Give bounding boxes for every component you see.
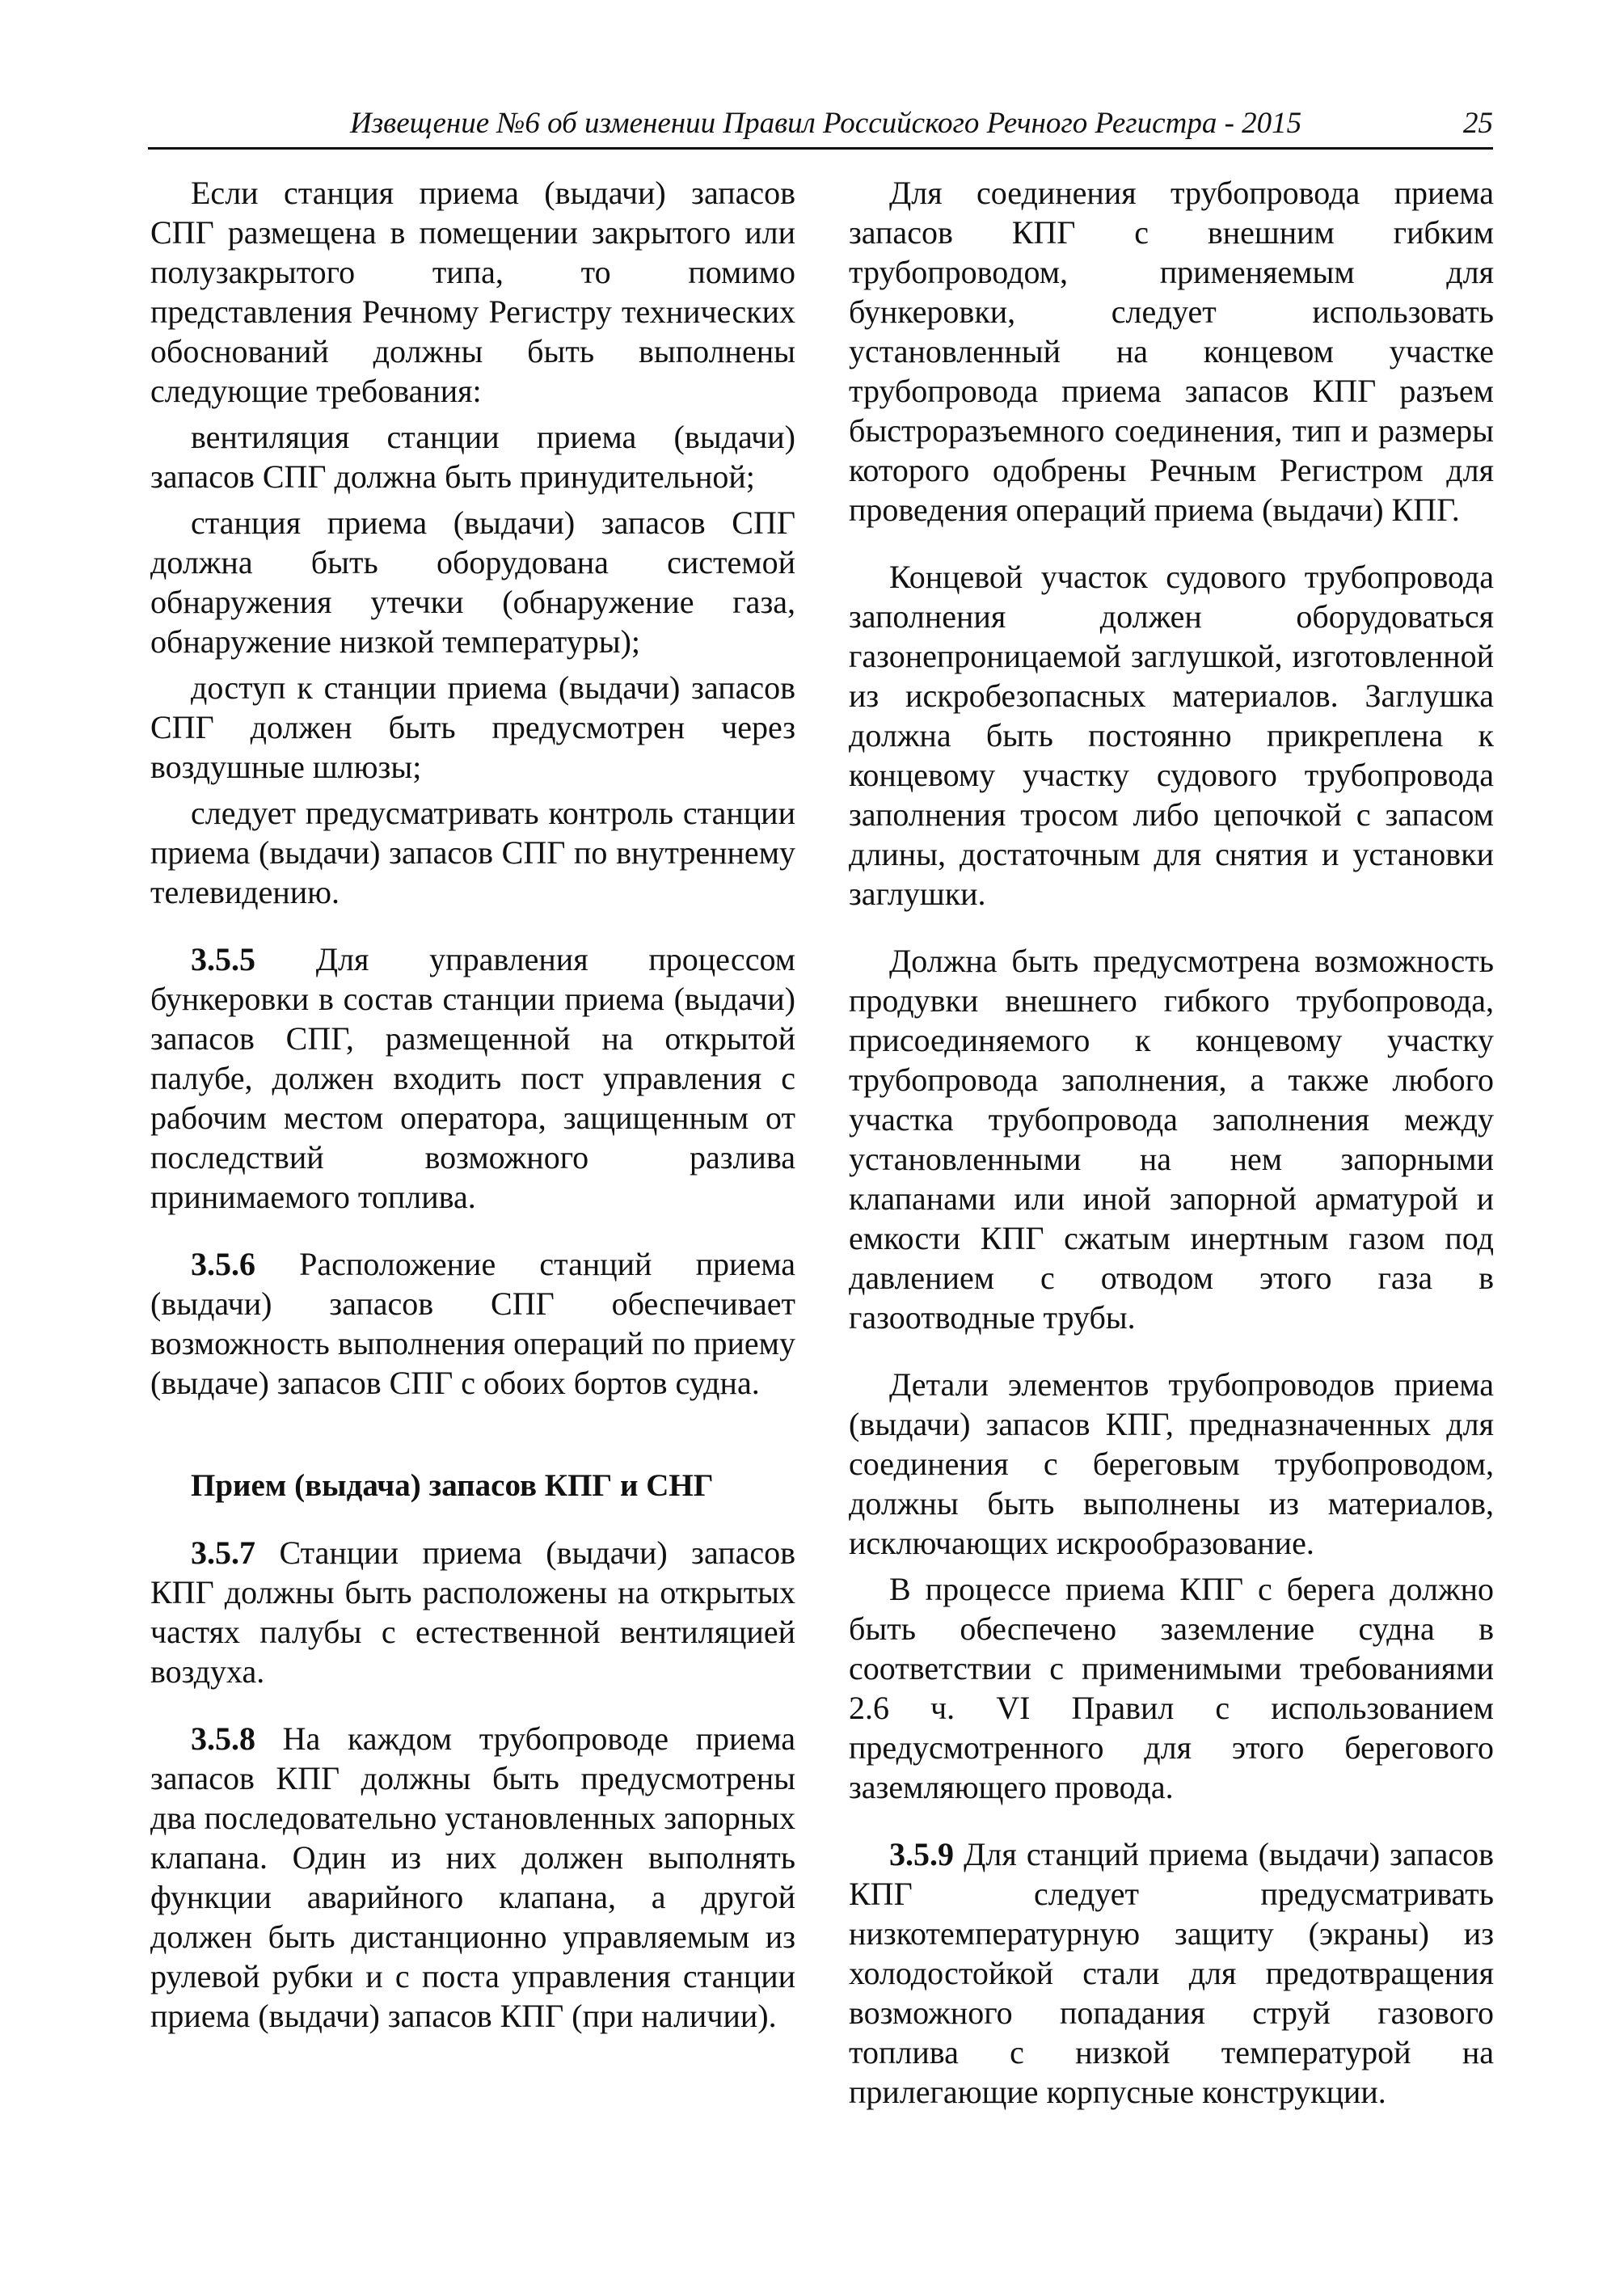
section-number: 3.5.5 bbox=[191, 941, 255, 977]
paragraph: В процессе приема КПГ с берега должно быть обеспечено заземление судна в соответствии с применимыми требованиями 2.6 ч. VI Правил с использованием предусмотренного для этого берегового заземляющего провода. bbox=[849, 1571, 1494, 1805]
paragraph: Должна быть предусмотрена возможность продувки внешнего гибкого трубопровода, присоединяемого к концевому участку трубопровода заполнения, а также любого участка трубопровода заполнения между установленными на нем запорными клапанами или иной запорной арматурой и емкости КПГ сжатым инертным газом под давлением с отводом этого газа в газоотводные трубы. bbox=[849, 943, 1494, 1336]
list-item: станция приема (выдачи) запасов СПГ должна быть оборудована системой обнаружения утечки (обнаружение газа, обнаружение низкой температуры); bbox=[150, 504, 795, 660]
section-3-5-6 bbox=[150, 1244, 795, 1403]
section-3-5-9 bbox=[849, 1834, 1494, 2112]
section-text: Для станций приема (выдачи) запасов КПГ следует предусматривать низкотемпературную защиту (экраны) из холодостойкой стали для предотвращения возможного попадания струй газового топлива с низкой температурой на прилегающие корпусные конструкции. bbox=[849, 1836, 1494, 2110]
header-title: Извещение №6 об изменении Правил Российского Речного Регистра - 2015 bbox=[350, 107, 1302, 140]
section-text: Расположение станций приема (выдачи) запасов СПГ обеспечивает возможность выполнения операций по приему (выдаче) запасов СПГ с обоих бортов судна. bbox=[150, 1246, 795, 1401]
list-item: доступ к станции приема (выдачи) запасов СПГ должен быть предусмотрен через воздушные шлюзы; bbox=[150, 669, 795, 785]
right-column bbox=[849, 173, 1494, 2112]
section-3-5-8 bbox=[150, 1719, 795, 2036]
section-text: Станции приема (выдачи) запасов КПГ должны быть расположены на открытых частях палубы с естественной вентиляцией воздуха. bbox=[150, 1534, 795, 1690]
paragraph: Детали элементов трубопроводов приема (выдачи) запасов КПГ, предназначенных для соединения с береговым трубопроводом, должны быть выполнены из материалов, исключающих искрообразование. bbox=[849, 1366, 1494, 1561]
list-item: вентиляция станции приема (выдачи) запасов СПГ должна быть принудительной; bbox=[150, 419, 795, 495]
section-3-5-5 bbox=[150, 939, 795, 1217]
section-number: 3.5.8 bbox=[191, 1720, 255, 1757]
section-text: На каждом трубопроводе приема запасов КПГ должны быть предусмотрены два последовательно установленных запорных клапана. Один из них должен выполнять функции аварийного клапана, а другой должен быть дистанционно управляемым из рулевой рубки и с поста управления станции приема (выдачи) запасов КПГ (при наличии). bbox=[150, 1720, 795, 2034]
paragraph: Для соединения трубопровода приема запасов КПГ с внешним гибким трубопроводом, применяемым для бункеровки, следует использовать установленный на концевом участке трубопровода приема запасов КПГ разъем быстроразъемного соединения, тип и размеры которого одобрены Речным Регистром для проведения операций приема (выдачи) КПГ. bbox=[849, 175, 1494, 528]
paragraph: Если станция приема (выдачи) запасов СПГ размещена в помещении закрытого или полузакрытого типа, то помимо представления Речному Регистру технических обоснований должны быть выполнены следующие требования: bbox=[150, 175, 795, 409]
list-item: следует предусматривать контроль станции приема (выдачи) запасов СПГ по внутреннему телевидению. bbox=[150, 795, 795, 910]
page-number: 25 bbox=[1463, 107, 1493, 140]
left-column bbox=[150, 173, 795, 2036]
paragraph: Концевой участок судового трубопровода заполнения должен оборудоваться газонепроницаемой заглушкой, изготовленной из искробезопасных материалов. Заглушка должна быть постоянно прикреплена к концевому участку судового трубопровода заполнения тросом либо цепочкой с запасом длины, достаточным для снятия и установки заглушки. bbox=[849, 559, 1494, 912]
subsection-heading: Прием (выдача) запасов КПГ и СНГ bbox=[191, 1468, 714, 1503]
section-text: Для управления процессом бункеровки в состав станции приема (выдачи) запасов СПГ, размещенной на открытой палубе, должен входить пост управления с рабочим местом оператора, защищенным от последствий возможного разлива принимаемого топлива. bbox=[150, 941, 795, 1215]
running-header bbox=[148, 103, 1493, 150]
section-number: 3.5.7 bbox=[191, 1534, 255, 1571]
section-number: 3.5.6 bbox=[191, 1246, 255, 1282]
section-number: 3.5.9 bbox=[889, 1836, 954, 1872]
section-3-5-7 bbox=[150, 1533, 795, 1691]
